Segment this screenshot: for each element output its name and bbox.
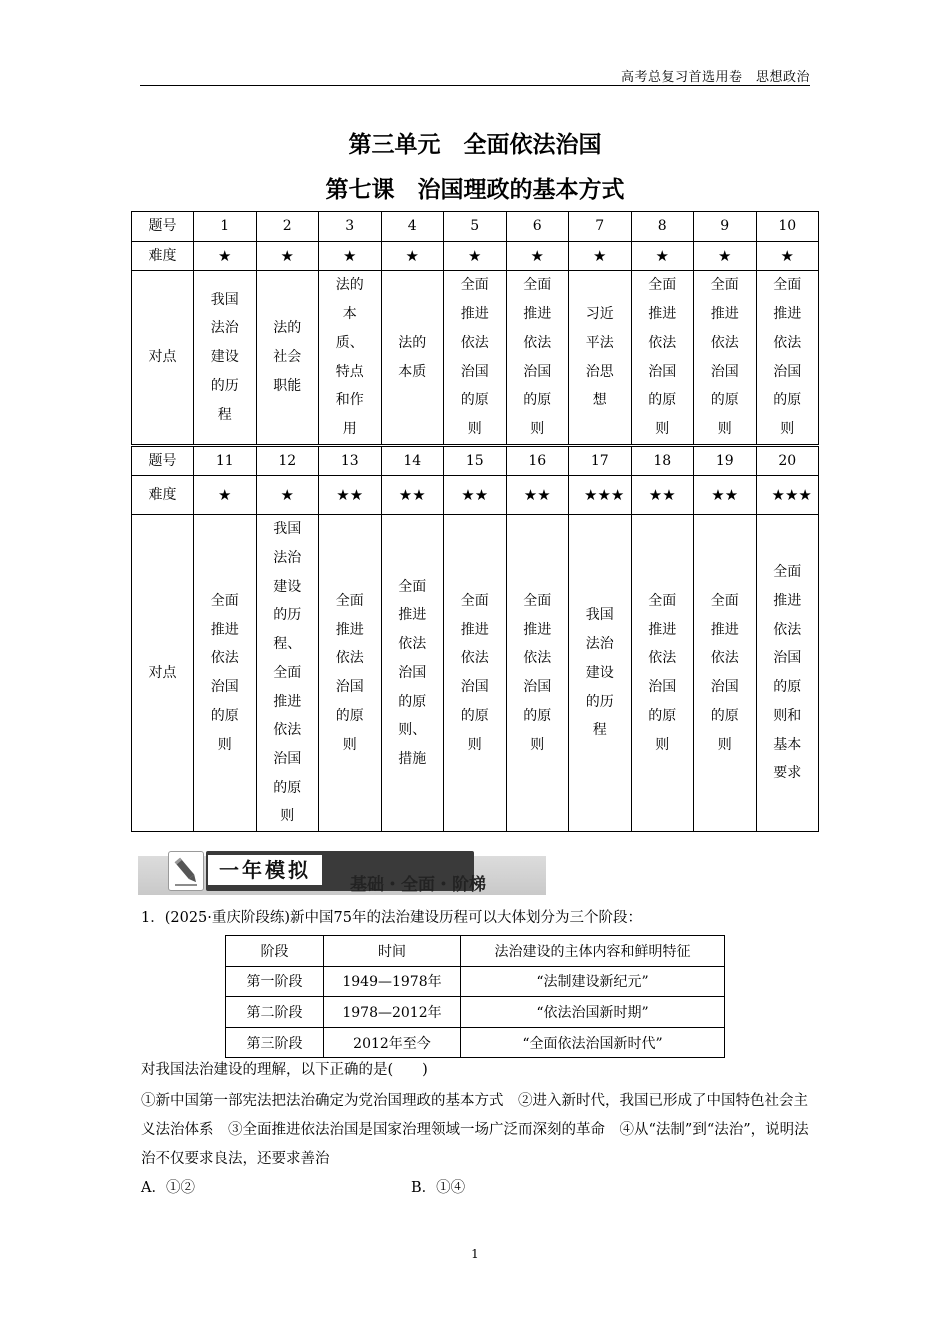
qno-cell: 7 — [569, 212, 632, 242]
option-b[interactable]: B．①④ — [411, 1180, 466, 1196]
period-cell: 2012年至今 — [324, 1027, 461, 1058]
column-header: 阶段 — [226, 936, 324, 967]
column-header: 时间 — [324, 936, 461, 967]
qno-cell: 1 — [194, 212, 257, 242]
point-cell: 全面推进依法治国的原则 — [444, 515, 507, 832]
difficulty-stars: ★★★ — [569, 476, 632, 515]
difficulty-stars: ★★★ — [756, 476, 819, 515]
difficulty-stars: ★ — [506, 241, 569, 271]
label-question-no: 题号 — [132, 445, 194, 476]
banner-subtitle: 基础・全面・阶梯 — [350, 875, 486, 895]
point-cell: 全面推进依法治国的原则 — [694, 271, 757, 445]
point-cell: 习近平法治思想 — [569, 271, 632, 445]
page-number: 1 — [471, 1247, 479, 1261]
difficulty-stars: ★ — [569, 241, 632, 271]
qno-cell: 14 — [381, 445, 444, 476]
point-cell: 全面推进依法治国的原则 — [506, 515, 569, 832]
table-row-upper-points — [132, 271, 819, 445]
qno-cell: 6 — [506, 212, 569, 242]
table-row — [226, 1027, 725, 1058]
question-stem: 1．(2025·重庆阶段练)新中国75年的法治建设历程可以大体划分为三个阶段： — [141, 910, 642, 926]
point-cell: 全面推进依法治国的原则 — [756, 271, 819, 445]
difficulty-stars: ★★ — [694, 476, 757, 515]
difficulty-stars: ★★ — [506, 476, 569, 515]
stage-cell: 第三阶段 — [226, 1027, 324, 1058]
question-prompt: 对我国法治建设的理解，以下正确的是( ) — [141, 1062, 428, 1078]
qno-cell: 13 — [319, 445, 382, 476]
difficulty-stars: ★ — [756, 241, 819, 271]
difficulty-stars: ★★ — [631, 476, 694, 515]
qno-cell: 2 — [256, 212, 319, 242]
banner-title: 一年模拟 — [208, 855, 322, 885]
table-row — [226, 997, 725, 1028]
qno-cell: 4 — [381, 212, 444, 242]
unit-title: 第三单元 全面依法治国 — [348, 132, 602, 158]
feature-cell: “法制建设新纪元” — [461, 966, 725, 997]
difficulty-stars: ★ — [194, 476, 257, 515]
table-row — [226, 966, 725, 997]
qno-cell: 11 — [194, 445, 257, 476]
difficulty-stars: ★ — [319, 241, 382, 271]
difficulty-stars: ★ — [444, 241, 507, 271]
difficulty-stars: ★ — [694, 241, 757, 271]
feature-cell: “全面依法治国新时代” — [461, 1027, 725, 1058]
difficulty-stars: ★ — [381, 241, 444, 271]
qno-cell: 8 — [631, 212, 694, 242]
section-banner — [138, 851, 546, 895]
point-cell: 我国法治建设的历程 — [569, 515, 632, 832]
table-row-upper-difficulty — [132, 241, 819, 271]
qno-cell: 9 — [694, 212, 757, 242]
label-target-point: 对点 — [132, 271, 194, 445]
point-cell: 全面推进依法治国的原则 — [444, 271, 507, 445]
difficulty-stars: ★ — [256, 476, 319, 515]
point-cell: 全面推进依法治国的原则、措施 — [381, 515, 444, 832]
difficulty-stars: ★★ — [319, 476, 382, 515]
question-statements: ①新中国第一部宪法把法治确定为党治国理政的基本方式 ②进入新时代，我国已形成了中国特色社会主义法治体系 ③全面推进依法治国是国家治理领域一场广泛而深刻的革命 ④从“法制”到“法治”，说明法治不仅要求良法，还要求善治 — [141, 1093, 809, 1167]
pencil-icon — [168, 851, 204, 891]
qno-cell: 10 — [756, 212, 819, 242]
running-header: 高考总复习首选用卷 思想政治 — [620, 70, 810, 85]
qno-cell: 5 — [444, 212, 507, 242]
option-a[interactable]: A．①② — [141, 1180, 195, 1196]
difficulty-point-table — [131, 211, 819, 832]
qno-cell: 3 — [319, 212, 382, 242]
difficulty-stars: ★★ — [381, 476, 444, 515]
point-cell: 我国法治建设的历程 — [194, 271, 257, 445]
label-difficulty: 难度 — [132, 476, 194, 515]
qno-cell: 19 — [694, 445, 757, 476]
lesson-title: 第七课 治国理政的基本方式 — [325, 177, 625, 203]
qno-cell: 17 — [569, 445, 632, 476]
point-cell: 全面推进依法治国的原则和基本要求 — [756, 515, 819, 832]
qno-cell: 12 — [256, 445, 319, 476]
column-header: 法治建设的主体内容和鲜明特征 — [461, 936, 725, 967]
qno-cell: 20 — [756, 445, 819, 476]
difficulty-stars: ★ — [256, 241, 319, 271]
point-cell: 全面推进依法治国的原则 — [194, 515, 257, 832]
difficulty-stars: ★★ — [444, 476, 507, 515]
qno-cell: 18 — [631, 445, 694, 476]
label-target-point: 对点 — [132, 515, 194, 832]
table-row-upper-numbers — [132, 212, 819, 242]
point-cell: 法的本质 — [381, 271, 444, 445]
stage-cell: 第二阶段 — [226, 997, 324, 1028]
point-cell: 全面推进依法治国的原则 — [319, 515, 382, 832]
point-cell: 法的社会职能 — [256, 271, 319, 445]
table-row-lower-numbers — [132, 445, 819, 476]
point-cell: 全面推进依法治国的原则 — [631, 515, 694, 832]
point-cell: 我国法治建设的历程、全面推进依法治国的原则 — [256, 515, 319, 832]
table-header-row — [226, 936, 725, 967]
label-difficulty: 难度 — [132, 241, 194, 271]
point-cell: 全面推进依法治国的原则 — [631, 271, 694, 445]
point-cell: 全面推进依法治国的原则 — [506, 271, 569, 445]
qno-cell: 15 — [444, 445, 507, 476]
stage-table — [225, 935, 725, 1058]
difficulty-stars: ★ — [631, 241, 694, 271]
period-cell: 1949—1978年 — [324, 966, 461, 997]
label-question-no: 题号 — [132, 212, 194, 242]
table-row-lower-points — [132, 515, 819, 832]
qno-cell: 16 — [506, 445, 569, 476]
header-rule — [140, 85, 810, 86]
point-cell: 全面推进依法治国的原则 — [694, 515, 757, 832]
feature-cell: “依法治国新时期” — [461, 997, 725, 1028]
stage-cell: 第一阶段 — [226, 966, 324, 997]
table-row-lower-difficulty — [132, 476, 819, 515]
period-cell: 1978—2012年 — [324, 997, 461, 1028]
point-cell: 法的本质、特点和作用 — [319, 271, 382, 445]
difficulty-stars: ★ — [194, 241, 257, 271]
